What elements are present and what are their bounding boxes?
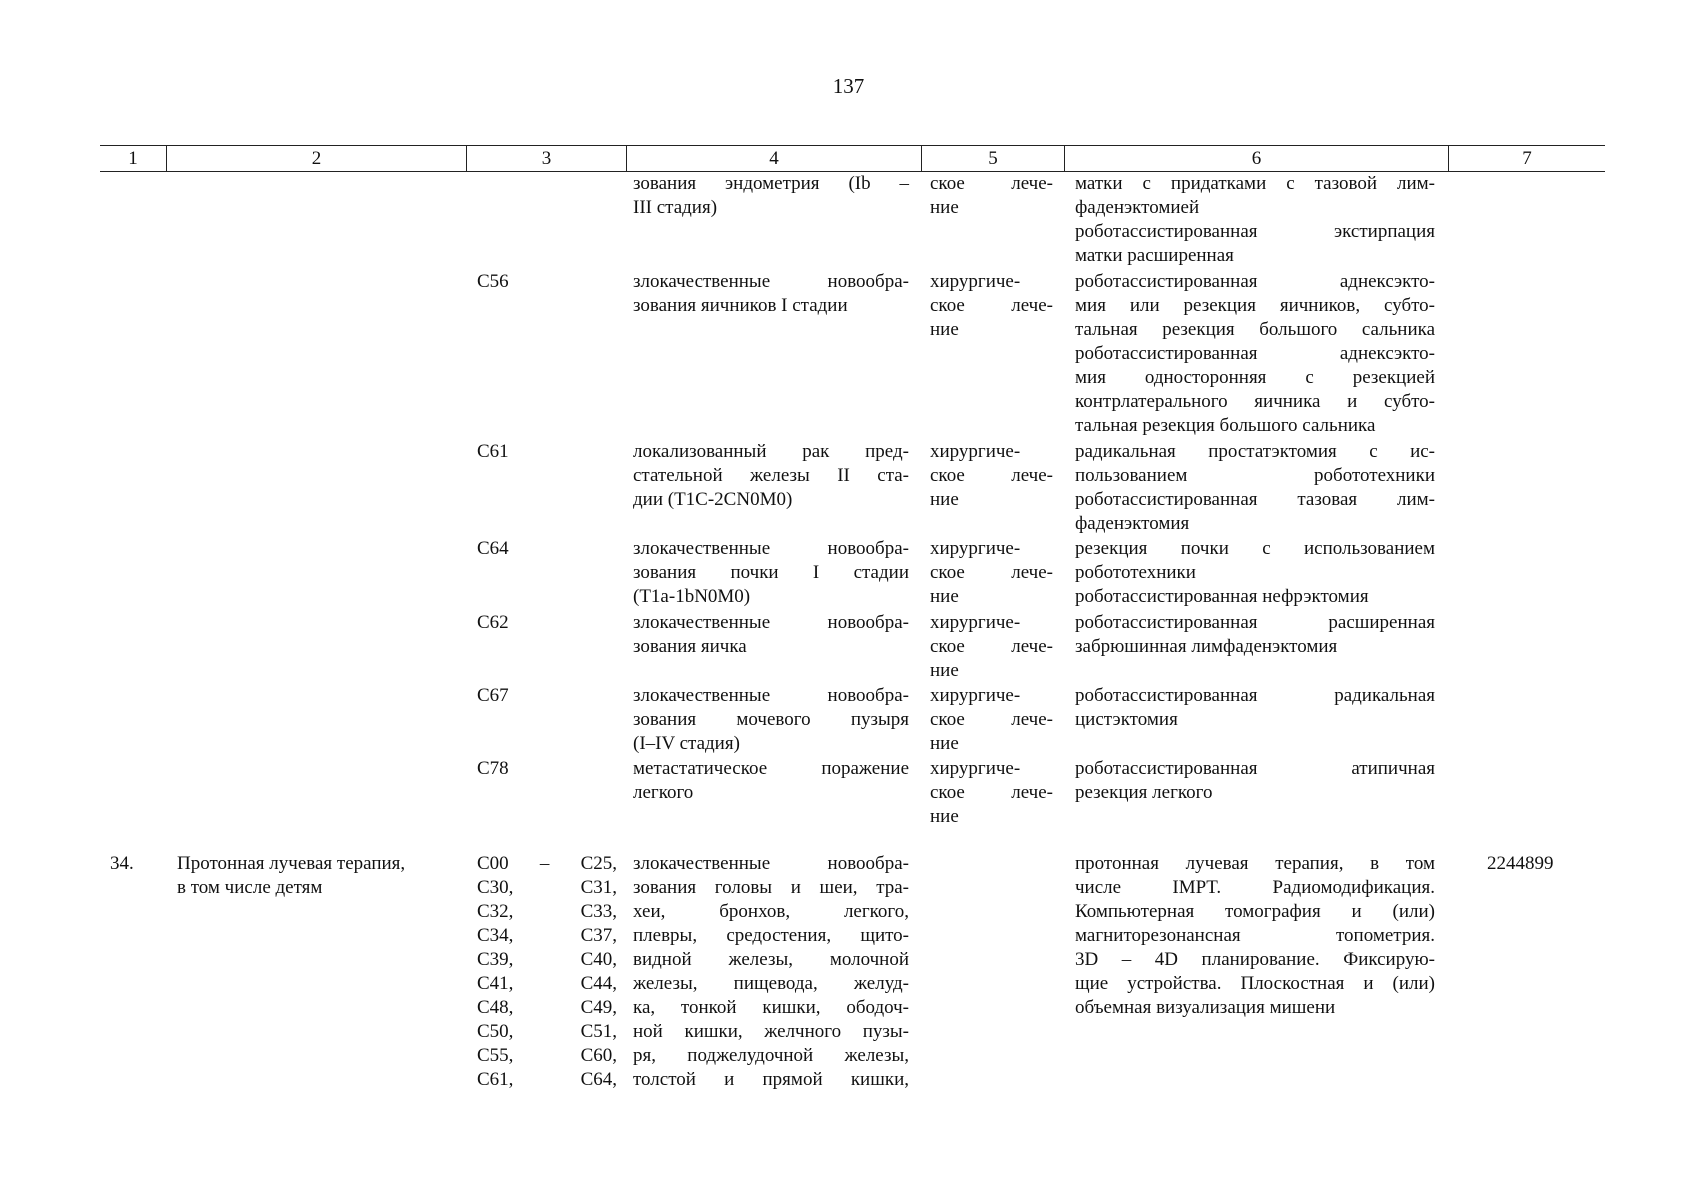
treatment-method-text-line: робототехники [1075, 562, 1196, 583]
icd-code-part: C41, [477, 973, 514, 994]
treatment-type-line: ское лече- [930, 173, 1053, 194]
icd-code: C78 [477, 758, 509, 779]
treatment-method-text-line: Компьютерная томография и (или) [1075, 901, 1435, 922]
icd-code-part: C31, [580, 877, 617, 898]
icd-code-part: C39, [477, 949, 514, 970]
treatment-method-text [1075, 684, 1435, 732]
icd-code: C64 [477, 538, 509, 559]
diagnosis-text-line: ной кишки, желчного пузы- [633, 1021, 909, 1042]
treatment-type-line: ское лече- [930, 782, 1053, 803]
treatment-method-text-line: роботассистированная аднексэкто- [1075, 271, 1435, 292]
diagnosis-text-line: ря, поджелудочной железы, [633, 1045, 909, 1066]
icd-code: C67 [477, 685, 509, 706]
diagnosis-text [633, 852, 909, 1092]
treatment-method-text-line: роботассистированная аднексэкто- [1075, 343, 1435, 364]
icd-code-part: C25, [580, 853, 617, 874]
header-col-3: 3 [466, 146, 626, 171]
diagnosis-text [633, 440, 909, 512]
diagnosis-text-line: зования эндометрия (Ib – [633, 173, 909, 194]
treatment-method-text-line: контрлатерального яичника и субто- [1075, 391, 1435, 412]
icd-code-part: C00 [477, 853, 509, 874]
treatment-method-text [1075, 852, 1435, 1020]
icd-code: C61 [477, 441, 509, 462]
treatment-type [930, 611, 1053, 683]
treatment-method-text-line: резекция легкого [1075, 782, 1213, 803]
treatment-method-text-line: роботассистированная нефрэктомия [1075, 586, 1369, 607]
icd-code-part: C55, [477, 1045, 514, 1066]
diagnosis-text-line: злокачественные новообра- [633, 853, 909, 874]
diagnosis-text [633, 537, 909, 609]
treatment-type-line: ское лече- [930, 709, 1053, 730]
icd-code-line [477, 924, 617, 948]
diagnosis-text-line: легкого [633, 782, 694, 803]
header-col-1: 1 [128, 148, 138, 169]
icd-code-part: C64, [580, 1069, 617, 1090]
icd-code: C56 [477, 271, 509, 292]
procedure-name [177, 852, 462, 900]
treatment-method-text-line: цистэктомия [1075, 709, 1178, 730]
treatment-type-line: ское лече- [930, 465, 1053, 486]
icd-code-part: C61, [477, 1069, 514, 1090]
icd-code-part: – [539, 853, 550, 874]
diagnosis-text-line: зования яичников I стадии [633, 295, 848, 316]
header-col-4: 4 [626, 146, 921, 171]
icd-code-line [477, 1044, 617, 1068]
treatment-method-text [1075, 537, 1435, 609]
icd-code-line [477, 876, 617, 900]
procedure-name-line: в том числе детям [177, 877, 323, 898]
header-col-5: 5 [921, 146, 1064, 171]
treatment-method-text-line: резекция почки с использованием [1075, 538, 1435, 559]
diagnosis-text-line: дии (T1C-2CN0M0) [633, 489, 793, 510]
treatment-method-text-line: фаденэктомией [1075, 197, 1200, 218]
icd-code-part: C44, [580, 973, 617, 994]
cost-value: 2244899 [1487, 853, 1554, 874]
diagnosis-text [633, 611, 909, 659]
treatment-type [930, 537, 1053, 609]
treatment-type-line: ние [930, 733, 959, 754]
icd-code-part: C32, [477, 901, 514, 922]
icd-code-part: C48, [477, 997, 514, 1018]
header-col-2: 2 [166, 146, 466, 171]
treatment-method-text-line: числе IMPT. Радиомодификация. [1075, 877, 1435, 898]
treatment-method-text-line: объемная визуализация мишени [1075, 997, 1336, 1018]
icd-code-line [477, 1020, 617, 1044]
treatment-method-text-line: роботассистированная радикальная [1075, 685, 1435, 706]
diagnosis-text-line: зования яичка [633, 636, 747, 657]
treatment-type-line: хирургиче- [930, 441, 1021, 462]
treatment-type [930, 440, 1053, 512]
treatment-method-text-line: протонная лучевая терапия, в том [1075, 853, 1435, 874]
icd-code-line [477, 852, 617, 876]
diagnosis-text-line: метастатическое поражение [633, 758, 909, 779]
diagnosis-text-line: стательной железы II ста- [633, 465, 909, 486]
treatment-type-line: ние [930, 489, 959, 510]
treatment-type-line: ское лече- [930, 295, 1053, 316]
treatment-method-text [1075, 757, 1435, 805]
treatment-type-line: ское лече- [930, 562, 1053, 583]
treatment-method-text-line: матки расширенная [1075, 245, 1234, 266]
treatment-type-line: хирургиче- [930, 758, 1021, 779]
treatment-method-text-line: магниторезонансная топометрия. [1075, 925, 1435, 946]
treatment-method-text-line: фаденэктомия [1075, 513, 1190, 534]
diagnosis-text-line: злокачественные новообра- [633, 685, 909, 706]
diagnosis-text-line: железы, пищевода, желуд- [633, 973, 909, 994]
header-col-7: 7 [1448, 146, 1605, 171]
diagnosis-text [633, 684, 909, 756]
treatment-type-line: ние [930, 586, 959, 607]
treatment-method-text-line: роботассистированная экстирпация [1075, 221, 1435, 242]
icd-code-part: C30, [477, 877, 514, 898]
page-number: 137 [832, 74, 865, 98]
diagnosis-text-line: зования головы и шеи, тра- [633, 877, 909, 898]
diagnosis-text [633, 757, 909, 805]
treatment-method-text-line: матки с придатками с тазовой лим- [1075, 173, 1435, 194]
icd-code-part: C40, [580, 949, 617, 970]
icd-code-part: C33, [580, 901, 617, 922]
icd-code-line [477, 948, 617, 972]
icd-codes [477, 852, 617, 1092]
treatment-type-line: хирургиче- [930, 685, 1021, 706]
treatment-type-line: ское лече- [930, 636, 1053, 657]
diagnosis-text-line: злокачественные новообра- [633, 538, 909, 559]
icd-code-part: C34, [477, 925, 514, 946]
treatment-method-text-line: роботассистированная тазовая лим- [1075, 489, 1435, 510]
row-number: 34. [110, 853, 134, 874]
treatment-type-line: ние [930, 319, 959, 340]
diagnosis-text [633, 172, 909, 220]
treatment-type-line: ние [930, 197, 959, 218]
treatment-method-text-line: тальная резекция большого сальника [1075, 415, 1376, 436]
icd-code-line [477, 972, 617, 996]
icd-code-part: C49, [580, 997, 617, 1018]
diagnosis-text-line: злокачественные новообра- [633, 612, 909, 633]
treatment-method-text-line: роботассистированная расширенная [1075, 612, 1435, 633]
treatment-method-text [1075, 172, 1435, 268]
diagnosis-text-line: зования почки I стадии [633, 562, 909, 583]
diagnosis-text-line: хеи, бронхов, легкого, [633, 901, 909, 922]
treatment-type [930, 172, 1053, 220]
diagnosis-text-line: зования мочевого пузыря [633, 709, 909, 730]
diagnosis-text-line: злокачественные новообра- [633, 271, 909, 292]
icd-code-line [477, 1068, 617, 1092]
treatment-type [930, 684, 1053, 756]
diagnosis-text-line: III стадия) [633, 197, 718, 218]
icd-code-line [477, 900, 617, 924]
treatment-type-line: ние [930, 660, 959, 681]
icd-code-part: C51, [580, 1021, 617, 1042]
treatment-type [930, 270, 1053, 342]
table-header [100, 145, 1605, 172]
treatment-method-text-line: щие устройства. Плоскостная и (или) [1075, 973, 1435, 994]
treatment-method-text [1075, 611, 1435, 659]
header-col-6: 6 [1064, 146, 1448, 171]
treatment-method-text-line: пользованием робототехники [1075, 465, 1435, 486]
treatment-method-text-line: мия или резекция яичников, субто- [1075, 295, 1435, 316]
diagnosis-text [633, 270, 909, 318]
treatment-type-line: ние [930, 806, 959, 827]
treatment-method-text-line: радикальная простатэктомия с ис- [1075, 441, 1435, 462]
diagnosis-text-line: ка, тонкой кишки, ободоч- [633, 997, 909, 1018]
treatment-method-text-line: мия односторонняя с резекцией [1075, 367, 1435, 388]
diagnosis-text-line: плевры, средостения, щито- [633, 925, 909, 946]
icd-code-part: C37, [580, 925, 617, 946]
treatment-type-line: хирургиче- [930, 271, 1021, 292]
procedure-name-line: Протонная лучевая терапия, [177, 853, 406, 874]
icd-code: C62 [477, 612, 509, 633]
diagnosis-text-line: (T1a-1bN0M0) [633, 586, 751, 607]
icd-code-part: C60, [580, 1045, 617, 1066]
diagnosis-text-line: толстой и прямой кишки, [633, 1069, 909, 1090]
treatment-type-line: хирургиче- [930, 538, 1021, 559]
treatment-method-text [1075, 440, 1435, 536]
icd-code-part: C50, [477, 1021, 514, 1042]
treatment-method-text-line: роботассистированная атипичная [1075, 758, 1435, 779]
treatment-method-text-line: забрюшинная лимфаденэктомия [1075, 636, 1338, 657]
diagnosis-text-line: (I–IV стадия) [633, 733, 740, 754]
icd-code-line [477, 996, 617, 1020]
treatment-type [930, 757, 1053, 829]
treatment-method-text-line: 3D – 4D планирование. Фиксирую- [1075, 949, 1435, 970]
diagnosis-text-line: видной железы, молочной [633, 949, 909, 970]
treatment-method-text-line: тальная резекция большого сальника [1075, 319, 1435, 340]
treatment-method-text [1075, 270, 1435, 438]
treatment-type-line: хирургиче- [930, 612, 1021, 633]
diagnosis-text-line: локализованный рак пред- [633, 441, 909, 462]
